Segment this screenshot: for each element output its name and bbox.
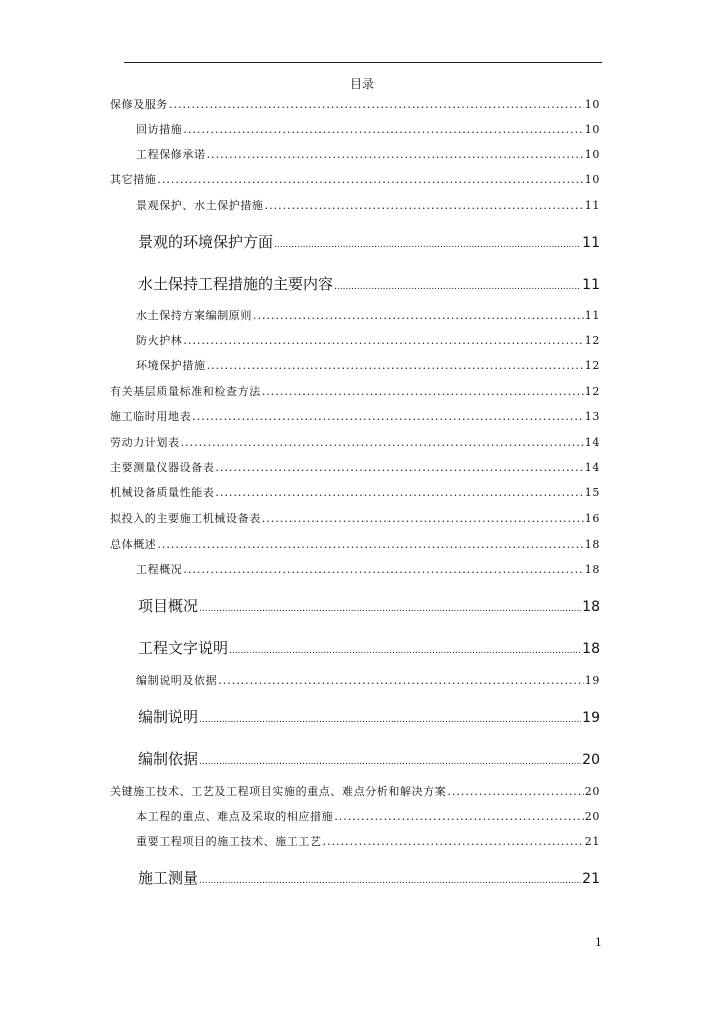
toc-entry-page: 10: [584, 173, 600, 186]
toc-leader-dots: [199, 604, 581, 614]
toc-leader-dots: [253, 309, 584, 322]
toc-entry[interactable]: [136, 197, 600, 213]
toc-entry-page: 18: [584, 538, 600, 551]
toc-entry[interactable]: [110, 434, 600, 450]
toc-entry-title: 劳动力计划表: [110, 436, 180, 449]
toc-leader-dots: [323, 835, 584, 848]
toc-entry-title: 工程文字说明: [138, 639, 229, 657]
toc-leader-dots: [334, 810, 584, 823]
toc-leader-dots: [215, 461, 583, 474]
toc-entry-page: 14: [584, 436, 600, 449]
toc-entry[interactable]: [110, 510, 600, 526]
toc-leader-dots: [207, 148, 584, 161]
toc-entry-page: 10: [584, 148, 600, 161]
toc-entry[interactable]: [110, 408, 600, 424]
toc-entry-page: 19: [582, 710, 600, 726]
toc-entry[interactable]: [110, 459, 600, 475]
toc-leader-dots: [183, 123, 583, 136]
toc-leader-dots: [215, 486, 583, 499]
toc-entry-title: 编制说明及依据: [136, 674, 218, 687]
toc-leader-dots: [447, 785, 583, 798]
toc-entry-title: 主要测量仪器设备表: [110, 461, 215, 474]
toc-entry[interactable]: [136, 833, 600, 849]
toc-entry-title: 总体概述: [110, 538, 157, 551]
toc-leader-dots: [265, 199, 584, 212]
toc-entry-title: 拟投入的主要施工机械设备表: [110, 512, 261, 525]
toc-leader-dots: [169, 98, 584, 111]
toc-entry-title: 施工测量: [138, 869, 199, 887]
toc-leader-dots: [274, 240, 581, 250]
toc-entry-page: 11: [584, 199, 600, 212]
toc-leader-dots: [207, 359, 584, 372]
toc-leader-dots: [181, 436, 584, 449]
toc-entry-title: 工程概况: [136, 563, 183, 576]
toc-entry-page: 11: [582, 235, 600, 251]
toc-entry[interactable]: [138, 748, 600, 769]
toc-entry[interactable]: [110, 783, 600, 799]
toc-entry[interactable]: [136, 121, 600, 137]
toc-entry-title: 本工程的重点、难点及采取的相应措施: [136, 810, 334, 823]
toc-leader-dots: [334, 282, 581, 292]
toc-entry[interactable]: [136, 561, 600, 577]
toc-entry-title: 水土保持工程措施的主要内容: [138, 275, 334, 293]
toc-entry-page: 21: [582, 871, 600, 887]
toc-entry-title: 景观保护、水土保护措施: [136, 199, 264, 212]
toc-entry-page: 20: [584, 785, 600, 798]
toc-entry-title: 项目概况: [138, 597, 199, 615]
toc-entry-page: 21: [584, 835, 600, 848]
toc-leader-dots: [262, 385, 584, 398]
toc-entry[interactable]: [138, 637, 600, 658]
toc-entry-page: 10: [584, 98, 600, 111]
toc-entry[interactable]: [138, 231, 600, 252]
toc-entry[interactable]: [136, 672, 600, 688]
toc-entry-title: 环境保护措施: [136, 359, 206, 372]
toc-title: 目录: [349, 77, 374, 91]
toc-entry-title: 回访措施: [136, 123, 183, 136]
toc-leader-dots: [192, 410, 584, 423]
toc-leader-dots: [262, 512, 584, 525]
toc-leader-dots: [218, 674, 584, 687]
page-number: 1: [595, 936, 602, 949]
toc-entry-page: 12: [584, 359, 600, 372]
toc-entry[interactable]: [138, 867, 600, 888]
toc-entry-page: 18: [582, 641, 600, 657]
toc-leader-dots: [183, 563, 583, 576]
toc-leader-dots: [183, 334, 583, 347]
toc-leader-dots: [157, 538, 583, 551]
toc-entry-title: 编制依据: [138, 750, 199, 768]
toc-entry[interactable]: [138, 273, 600, 294]
toc-entry[interactable]: [138, 706, 600, 727]
toc-entry-page: 10: [584, 123, 600, 136]
toc-entry-page: 19: [584, 674, 600, 687]
toc-entry[interactable]: [110, 96, 600, 112]
toc-entry-page: 11: [582, 277, 600, 293]
toc-entry-title: 其它措施: [110, 173, 157, 186]
toc-entry[interactable]: [110, 536, 600, 552]
toc-entry-title: 有关基层质量标准和检查方法: [110, 385, 261, 398]
toc-entry-title: 保修及服务: [110, 98, 168, 111]
toc-leader-dots: [157, 173, 583, 186]
toc-entry[interactable]: [136, 307, 600, 323]
toc-entry-title: 工程保修承诺: [136, 148, 206, 161]
toc-entry-title: 重要工程项目的施工技术、施工工艺: [136, 835, 322, 848]
toc-entry-title: 防火护林: [136, 334, 183, 347]
toc-entry-title: 机械设备质量性能表: [110, 486, 215, 499]
toc-leader-dots: [199, 757, 581, 767]
toc-entry-page: 16: [584, 512, 600, 525]
toc-entry-page: 11: [584, 309, 600, 322]
toc-leader-dots: [199, 876, 581, 886]
toc-entry-page: 20: [582, 752, 600, 768]
toc-entry[interactable]: [136, 332, 600, 348]
toc-entry-page: 18: [582, 599, 600, 615]
toc-entry-title: 景观的环境保护方面: [138, 233, 274, 251]
toc-entry[interactable]: [136, 808, 600, 824]
toc-entry[interactable]: [110, 484, 600, 500]
toc-entry-page: 18: [584, 563, 600, 576]
toc-entry[interactable]: [136, 146, 600, 162]
toc-leader-dots: [229, 646, 581, 656]
toc-entry-page: 13: [584, 410, 600, 423]
toc-entry-title: 水土保持方案编制原则: [136, 309, 252, 322]
toc-entry[interactable]: [110, 171, 600, 187]
toc-entry[interactable]: [136, 357, 600, 373]
toc-entry[interactable]: [110, 383, 600, 399]
toc-entry-page: 14: [584, 461, 600, 474]
toc-entry-title: 施工临时用地表: [110, 410, 192, 423]
toc-entry-page: 15: [584, 486, 600, 499]
toc-entry[interactable]: [138, 595, 600, 616]
toc-entry-title: 编制说明: [138, 708, 199, 726]
toc-entry-page: 12: [584, 334, 600, 347]
toc-entry-page: 20: [584, 810, 600, 823]
toc-leader-dots: [199, 715, 581, 725]
toc-entry-title: 关键施工技术、工艺及工程项目实施的重点、难点分析和解决方案: [110, 785, 447, 798]
toc-entry-page: 12: [584, 385, 600, 398]
